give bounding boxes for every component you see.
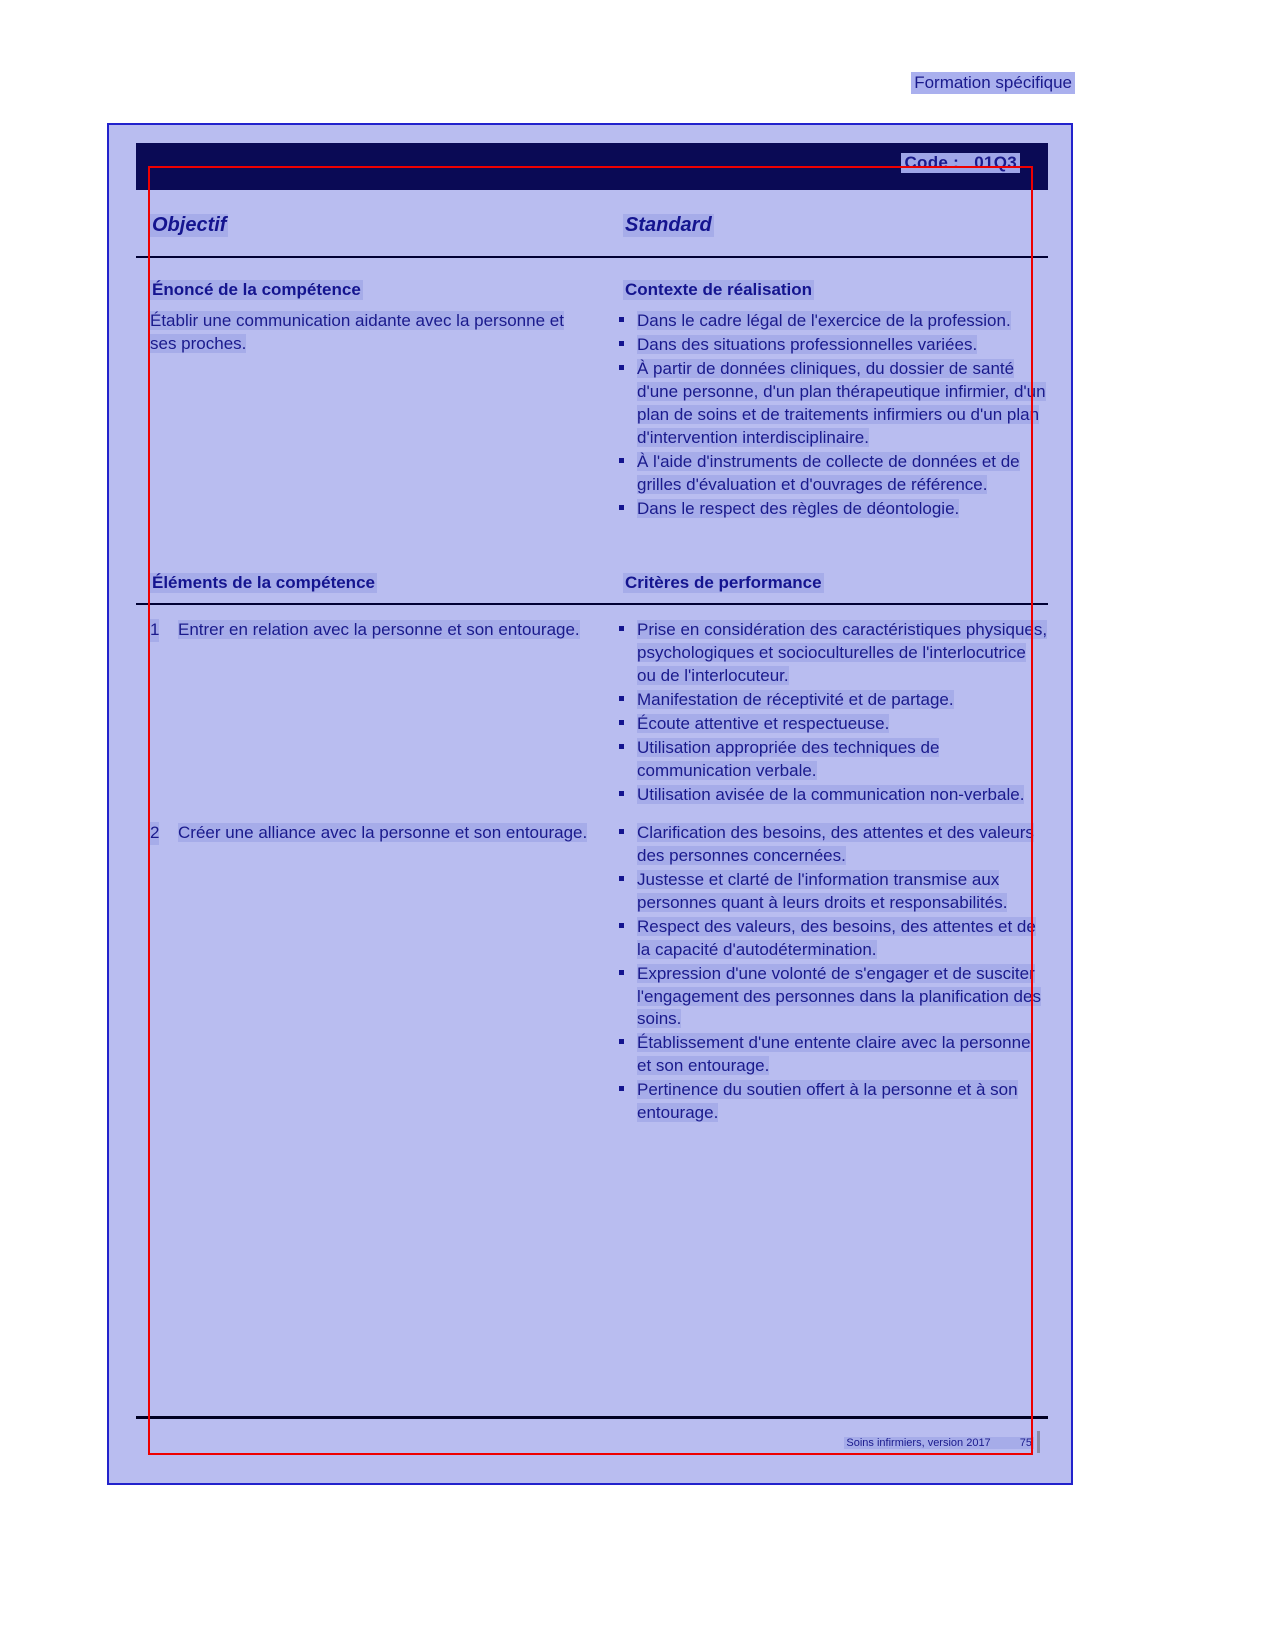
criteria-item-text: Expression d'une volonté de s'engager et de susciter l'engagement des personnes dans la planification des soins. (637, 963, 1041, 1029)
code-number: 01Q3 (974, 153, 1017, 172)
criteria-item-text: Respect des valeurs, des besoins, des attentes et de la capacité d'autodétermination. (637, 916, 1036, 959)
element-number: 2 (150, 822, 159, 845)
criteria-cell (609, 619, 1048, 808)
section1-headings (136, 258, 1048, 310)
bullet-icon (619, 923, 624, 928)
criteria-cell (609, 822, 1048, 1126)
criteria-item-text: Écoute attentive et respectueuse. (637, 714, 890, 734)
bullet-icon (619, 341, 624, 346)
element-cell (136, 619, 609, 678)
criteria-item-text: Manifestation de réceptivité et de partage. (637, 690, 954, 710)
competence-statement: Établir une communication aidante avec la personne et ses proches. (150, 311, 564, 353)
list-item (609, 822, 1048, 868)
bullet-icon (619, 626, 624, 631)
context-list (609, 310, 1048, 520)
footer (844, 1437, 1034, 1449)
section2-headings (136, 551, 1048, 603)
list-item (609, 689, 1048, 712)
element-list (150, 619, 595, 642)
column-titles (136, 190, 1048, 256)
bullet-icon (619, 970, 624, 975)
list-item (609, 1079, 1048, 1125)
list-item (150, 619, 595, 642)
document-body (136, 143, 1048, 1453)
competence-statement-cell (136, 310, 609, 521)
bullet-icon (619, 317, 624, 322)
title-objectif: Objectif (152, 214, 227, 236)
list-item (609, 498, 1048, 521)
criteria-item-text: Justesse et clarté de l'information transmise aux personnes quant à leurs droits et responsabilités. (637, 869, 1008, 912)
bullet-icon (619, 744, 624, 749)
list-item (609, 619, 1048, 688)
code-label: Code : (904, 153, 960, 172)
bullet-icon (619, 1086, 624, 1091)
bullet-icon (619, 791, 624, 796)
bullet-icon (619, 505, 624, 510)
criteria-item-text: Clarification des besoins, des attentes et des valeurs des personnes concernées. (637, 822, 1034, 865)
spacer (136, 521, 1048, 551)
list-item (150, 822, 595, 845)
criteria-list (609, 822, 1048, 1125)
element-number: 1 (150, 619, 159, 642)
footer-text: Soins infirmiers, version 2017 (846, 1437, 991, 1449)
section1-columns (136, 310, 1048, 521)
criteria-item-text: Utilisation avisée de la communication non-verbale. (637, 785, 1025, 804)
element-cell (136, 822, 609, 881)
list-item (609, 358, 1048, 450)
element-list (150, 822, 595, 845)
bullet-icon (619, 1039, 624, 1044)
criteria-item-text: Établissement d'une entente claire avec la personne et son entourage. (637, 1033, 1031, 1076)
header-note: Formation spécifique (911, 72, 1075, 94)
code-bar (136, 143, 1048, 190)
criteria-item-text: Pertinence du soutien offert à la personne et à son entourage. (637, 1080, 1018, 1123)
bullet-icon (619, 876, 624, 881)
heading-elements: Éléments de la compétence (152, 573, 375, 593)
page-number: 75 (1019, 1437, 1032, 1449)
criteria-item-text: Utilisation appropriée des techniques de communication verbale. (637, 738, 940, 781)
list-item (609, 1032, 1048, 1078)
list-item (609, 334, 1048, 357)
code-value (901, 153, 1020, 173)
spacer (136, 808, 1048, 822)
list-item (609, 737, 1048, 783)
bullet-icon (619, 720, 624, 725)
element-group (136, 822, 1048, 1126)
title-standard: Standard (625, 214, 712, 236)
context-list-cell (609, 310, 1048, 521)
bullet-icon (619, 365, 624, 370)
criteria-item-text: Prise en considération des caractéristiques physiques, psychologiques et socioculturelles de l'interlocutrice ou de l'interlocuteur. (637, 620, 1048, 686)
bullet-icon (619, 458, 624, 463)
context-item-text: À l'aide d'instruments de collecte de données et de grilles d'évaluation et d'ouvrages de référence. (637, 451, 1020, 494)
text-caret (1037, 1431, 1040, 1453)
section-competence (136, 258, 1048, 521)
context-item-text: Dans le respect des règles de déontologie. (637, 498, 960, 518)
element-text: Entrer en relation avec la personne et son entourage. (178, 620, 580, 640)
element-group (136, 619, 1048, 808)
bullet-icon (619, 696, 624, 701)
list-item (609, 451, 1048, 497)
list-item (609, 713, 1048, 736)
context-item-text: Dans des situations professionnelles variées. (637, 334, 978, 354)
heading-enonce: Énoncé de la compétence (152, 280, 361, 299)
list-item (609, 869, 1048, 915)
context-item-text: À partir de données cliniques, du dossier de santé d'une personne, d'un plan thérapeutique infirmier, d'un plan de soins et de traitements infirmiers ou d'un plan d'intervention interdisciplinaire. (637, 358, 1046, 447)
element-text: Créer une alliance avec la personne et son entourage. (178, 822, 588, 842)
spacer (136, 605, 1048, 619)
heading-criteres: Critères de performance (625, 573, 822, 593)
heading-contexte: Contexte de réalisation (625, 280, 813, 299)
criteria-list (609, 619, 1048, 807)
section-elements (136, 551, 1048, 1126)
list-item (609, 963, 1048, 1032)
context-item-text: Dans le cadre légal de l'exercice de la profession. (637, 311, 1011, 330)
list-item (609, 916, 1048, 962)
list-item (609, 310, 1048, 333)
document-page (107, 123, 1073, 1485)
bullet-icon (619, 829, 624, 834)
list-item (609, 784, 1048, 807)
divider-bottom (136, 1416, 1048, 1419)
